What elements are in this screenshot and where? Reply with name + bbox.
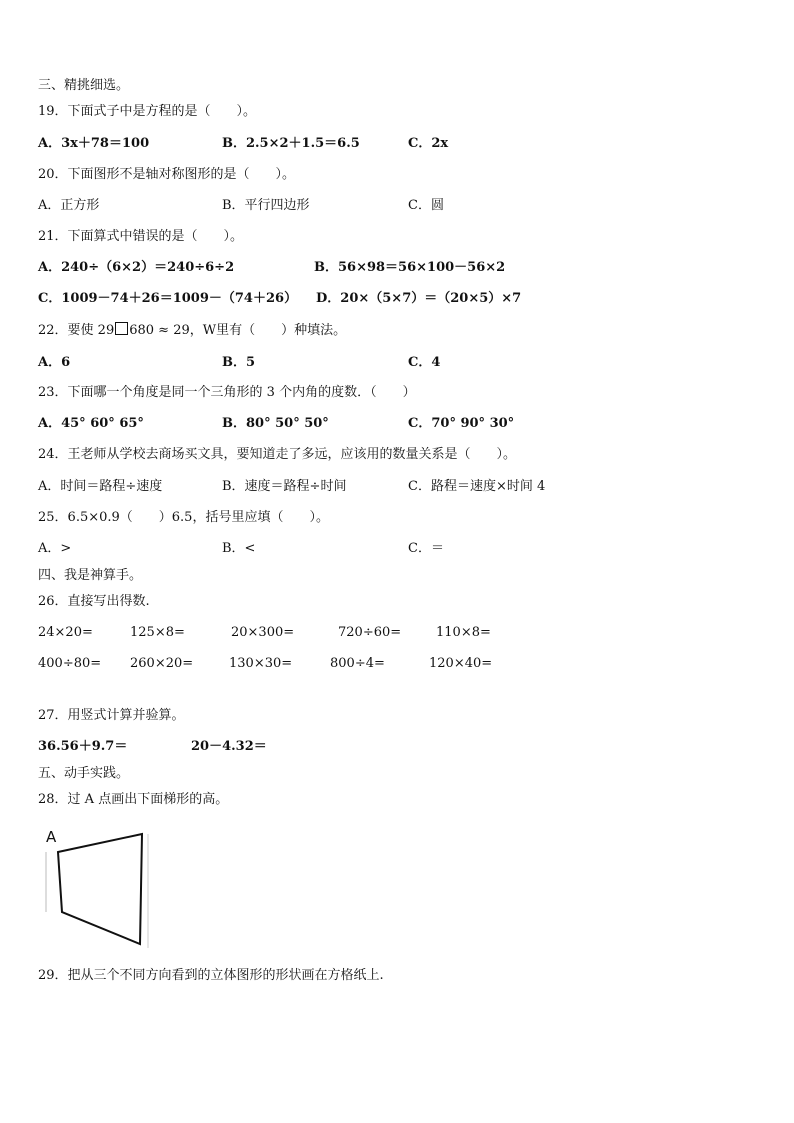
- q23-option-c: C．70° 90° 30°: [408, 416, 515, 431]
- q22-option-c: C．4: [408, 355, 441, 370]
- calc-item: 400÷80=: [38, 656, 102, 671]
- q23-option-b: B．80° 50° 50°: [222, 416, 329, 431]
- calc-item: 800÷4=: [330, 656, 385, 671]
- q20-option-c: C．圆: [408, 198, 444, 213]
- question-27-stem: 27．用竖式计算并验算。: [38, 708, 185, 723]
- q21-option-a: A．240÷（6×2）＝240÷6÷2: [38, 260, 235, 275]
- q22-option-a: A．6: [38, 355, 71, 370]
- section-title: 四、我是神算手。: [38, 568, 143, 583]
- vertical-calc-item: 20－4.32＝: [191, 739, 267, 754]
- calc-item: 125×8=: [130, 625, 185, 640]
- q25-option-b: B．<: [222, 541, 256, 556]
- question-26-stem: 26．直接写出得数.: [38, 594, 150, 609]
- question-20-stem: 20．下面图形不是轴对称图形的是（ ）。: [38, 167, 296, 182]
- q23-option-a: A．45° 60° 65°: [38, 416, 144, 431]
- q19-option-a: A．3x＋78＝100: [38, 136, 150, 151]
- q24-option-a: A．时间＝路程÷速度: [38, 479, 163, 494]
- q24-option-c: C．路程＝速度×时间 4: [408, 479, 546, 494]
- calc-item: 120×40=: [429, 656, 493, 671]
- q19-option-c: C．2x: [408, 136, 449, 151]
- calc-item: 20×300=: [231, 625, 295, 640]
- question-24-stem: 24．王老师从学校去商场买文具，要知道走了多远，应该用的数量关系是（ ）。: [38, 447, 517, 462]
- q25-option-c: C．＝: [408, 541, 444, 556]
- q22-option-b: B．5: [222, 355, 256, 370]
- section-title: 五、动手实践。: [38, 766, 130, 781]
- trapezoid-figure: [40, 820, 160, 955]
- calc-item: 24×20=: [38, 625, 93, 640]
- calc-item: 260×20=: [130, 656, 194, 671]
- question-25-stem: 25．6.5×0.9（ ）6.5，括号里应填（ ）。: [38, 510, 329, 525]
- question-28-stem: 28．过 A 点画出下面梯形的高。: [38, 792, 229, 807]
- q21-option-b: B．56×98＝56×100－56×2: [314, 260, 506, 275]
- q22-stem-part-b: 680 ≈ 29，W里有（ ）种填法。: [129, 323, 347, 338]
- question-19-stem: 19．下面式子中是方程的是（ ）。: [38, 104, 257, 119]
- q20-option-a: A．正方形: [38, 198, 100, 213]
- blank-box-icon: [115, 322, 128, 335]
- question-23-stem: 23．下面哪一个角度是同一个三角形的 3 个内角的度数．（ ）: [38, 385, 416, 400]
- question-29-stem: 29．把从三个不同方向看到的立体图形的形状画在方格纸上.: [38, 968, 384, 983]
- q22-stem-part-a: 22．要使 29: [38, 323, 115, 338]
- calc-item: 130×30=: [229, 656, 293, 671]
- question-21-stem: 21．下面算式中错误的是（ ）。: [38, 229, 244, 244]
- q20-option-b: B．平行四边形: [222, 198, 310, 213]
- section-title: 三、精挑细选。: [38, 78, 130, 93]
- q25-option-a: A．>: [38, 541, 72, 556]
- q19-option-b: B．2.5×2＋1.5＝6.5: [222, 136, 360, 151]
- q24-option-b: B．速度＝路程÷时间: [222, 479, 347, 494]
- point-a-label: A: [46, 828, 57, 846]
- vertical-calc-item: 36.56＋9.7＝: [38, 739, 128, 754]
- calc-item: 110×8=: [436, 625, 491, 640]
- q21-option-d: D．20×（5×7）＝（20×5）×7: [316, 291, 522, 306]
- trapezoid-shape: [58, 834, 142, 944]
- calc-item: 720÷60=: [338, 625, 402, 640]
- question-22-stem: [38, 322, 346, 339]
- q21-option-c: C．1009－74＋26＝1009－（74＋26）: [38, 291, 298, 306]
